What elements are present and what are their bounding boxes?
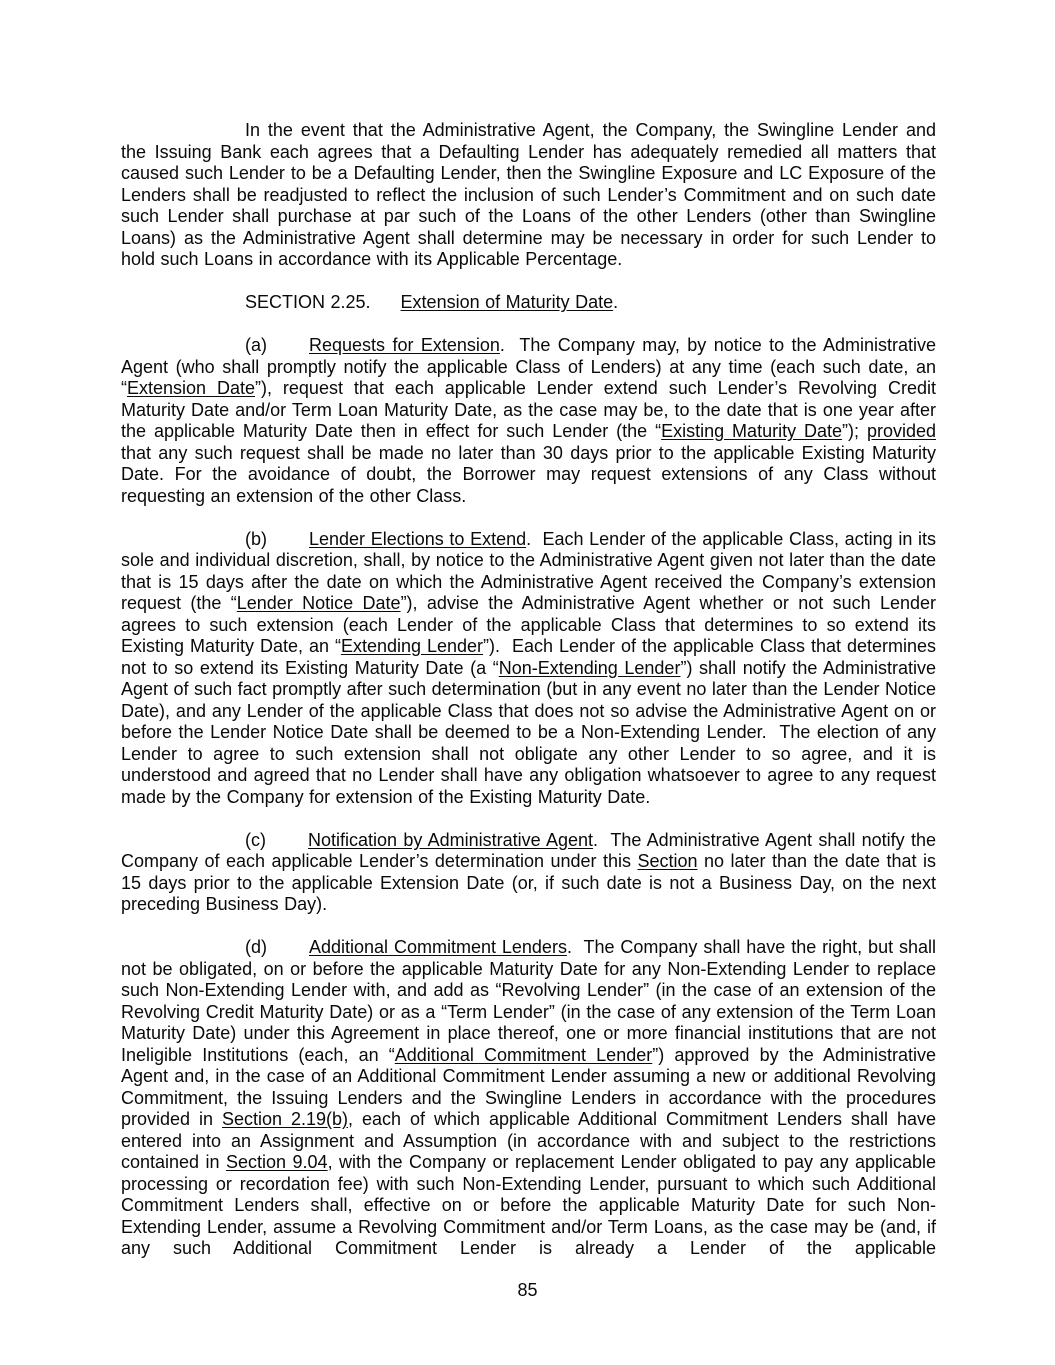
text-run: that any such request shall be made no later than 30 days prior to the applicable Existing Maturity Date. For the avoidance of doubt, the Borrower may request extensions of any Class without requesting an extension of the other Class. bbox=[121, 442, 936, 506]
underlined-text: provided bbox=[866, 421, 936, 441]
text-run: . The Company may, by notice to the Administrative Agent (who shall promptly notify the applicable Class of Lenders) at any time (each such date, an “ bbox=[121, 335, 937, 398]
section-heading-2-25 bbox=[121, 292, 936, 314]
text-run: ”) shall notify the Administrative Agent of such fact promptly after such determination (but in any event no later than the Lender Notice Date), and any Lender of the applicable Class that does not so advise the Administrative Agent on or before the Lender Notice Date shall be deemed to be a Non-Extending Lender. The election of any Lender to agree to such extension shall not obligate any other Lender to so agree, and it is understood and agreed that no Lender shall have any obligation whatsoever to agree to any request made by the Company for extension of the Existing Maturity Date. bbox=[121, 657, 937, 807]
text-run: . Each Lender of the applicable Class, acting in its sole and individual discretion, shall, by notice to the Administrative Agent given not later than the date that is 15 days after the date on which the Administrative Agent received the Company’s extension request (the “ bbox=[121, 528, 937, 613]
document-body bbox=[121, 120, 936, 1281]
text-run: In the event that the Administrative Agent, the Company, the Swingline Lender and the Issuing Bank each agrees that a Defaulting Lender has adequately remedied all matters that caused such Lender to be a Defaulting Lender, then the Swingline Exposure and LC Exposure of the Lenders shall be readjusted to reflect the inclusion of such Lender’s Commitment and on such date such Lender shall purchase at par such of the Loans of the other Lenders (other than Swingline Loans) as the Administrative Agent shall determine may be necessary in order for such Lender to hold such Loans in accordance with its Applicable Percentage. bbox=[121, 120, 936, 269]
paragraph-defaulting-lender-remedy bbox=[121, 120, 936, 271]
text-run: . The Administrative Agent shall notify the Company of each applicable Lender’s determination under this bbox=[121, 829, 936, 871]
text-run: . The Company shall have the right, but shall not be obligated, on or before the applicable Maturity Date for any Non-Extending Lender to replace such Non-Extending Lender with, and add as “Revolving Lender” (in the case of an extension of the Revolving Credit Maturity Date) or as a “Term Lender” (in the case of any extension of the Term Loan Maturity Date) under this Agreement in place thereof, one or more financial institutions that are not Ineligible Institutions (each, an “ bbox=[121, 937, 937, 1065]
text-run: . bbox=[613, 292, 619, 312]
text-run: no later than the date that is 15 days prior to the applicable Extension Date (or, if such date is not a Business Day, on the next preceding Business Day). bbox=[121, 851, 937, 914]
text-run: (c) bbox=[245, 829, 266, 850]
underlined-text: Additional Commitment Lenders bbox=[309, 937, 567, 957]
tab-space bbox=[267, 350, 309, 351]
text-run: ”). Each Lender of the applicable Class that determines not to so extend its Existing Maturity Date (a “ bbox=[121, 636, 936, 678]
tab-space bbox=[267, 952, 309, 953]
underlined-text: Requests for Extension bbox=[309, 335, 500, 355]
underlined-text: Extension of Maturity Date bbox=[400, 292, 614, 312]
text-run: ”), advise the Administrative Agent whether or not such Lender agrees to such extension (each Lender of the applicable Class that determines to so extend its Existing Maturity Date, an “ bbox=[121, 593, 936, 656]
text-run: (a) bbox=[245, 335, 267, 355]
underlined-text: Lender Elections to Extend bbox=[309, 528, 527, 549]
paragraph-d-additional-commitment-lenders bbox=[121, 937, 936, 1260]
underlined-text: Extension Date bbox=[127, 378, 255, 398]
underlined-text: Section 9.04 bbox=[226, 1152, 328, 1172]
text-run: ”); bbox=[842, 421, 867, 441]
tab-space bbox=[371, 307, 401, 308]
text-run: ”), request that each applicable Lender extend such Lender’s Revolving Credit Maturity Date and/or Term Loan Maturity Date, as the case may be, to the date that is one year after the applicable Maturity Date then in effect for such Lender (the “ bbox=[121, 378, 936, 441]
paragraph-c-notification-by-administrative-agent bbox=[121, 830, 936, 916]
paragraph-a-requests-for-extension bbox=[121, 335, 936, 507]
underlined-text: Lender Notice Date bbox=[236, 593, 401, 613]
text-run: SECTION 2.25. bbox=[245, 292, 371, 312]
tab-space bbox=[266, 845, 308, 846]
text-run: (d) bbox=[245, 937, 267, 957]
text-run: , each of which applicable Additional Commitment Lenders shall have entered into an Assignment and Assumption (in accordance with and subject to the restrictions contained in bbox=[121, 1109, 936, 1172]
underlined-text: Existing Maturity Date bbox=[661, 421, 843, 441]
underlined-text: Notification by Administrative Agent bbox=[308, 829, 594, 850]
page-number: 85 bbox=[517, 1280, 538, 1300]
paragraph-b-lender-elections-to-extend bbox=[121, 529, 936, 809]
underlined-text: Additional Commitment Lender bbox=[394, 1044, 653, 1065]
underlined-text: Section bbox=[637, 851, 698, 871]
text-run: , with the Company or replacement Lender obligated to pay any applicable processing or recordation fee) with such Non-Extending Lender, pursuant to which such Additional Commitment Lenders shall, effective on or before the applicable Maturity Date for such Non-Extending Lender, assume a Revolving Commitment and/or Term Loans, as the case may be (and, if any such Additional Commitment Lender is already a Lender of the applicable bbox=[121, 1152, 937, 1258]
tab-space bbox=[267, 544, 309, 545]
text-run: ”) approved by the Administrative Agent and, in the case of an Additional Commitment Lender assuming a new or additional Revolving Commitment, the Issuing Lenders and the Swingline Lenders in accordance with the procedures provided in bbox=[121, 1044, 936, 1129]
underlined-text: Extending Lender bbox=[340, 636, 484, 656]
underlined-text: Section 2.19(b) bbox=[221, 1109, 349, 1129]
underlined-text: Non-Extending Lender bbox=[498, 657, 681, 678]
text-run: (b) bbox=[245, 528, 267, 549]
